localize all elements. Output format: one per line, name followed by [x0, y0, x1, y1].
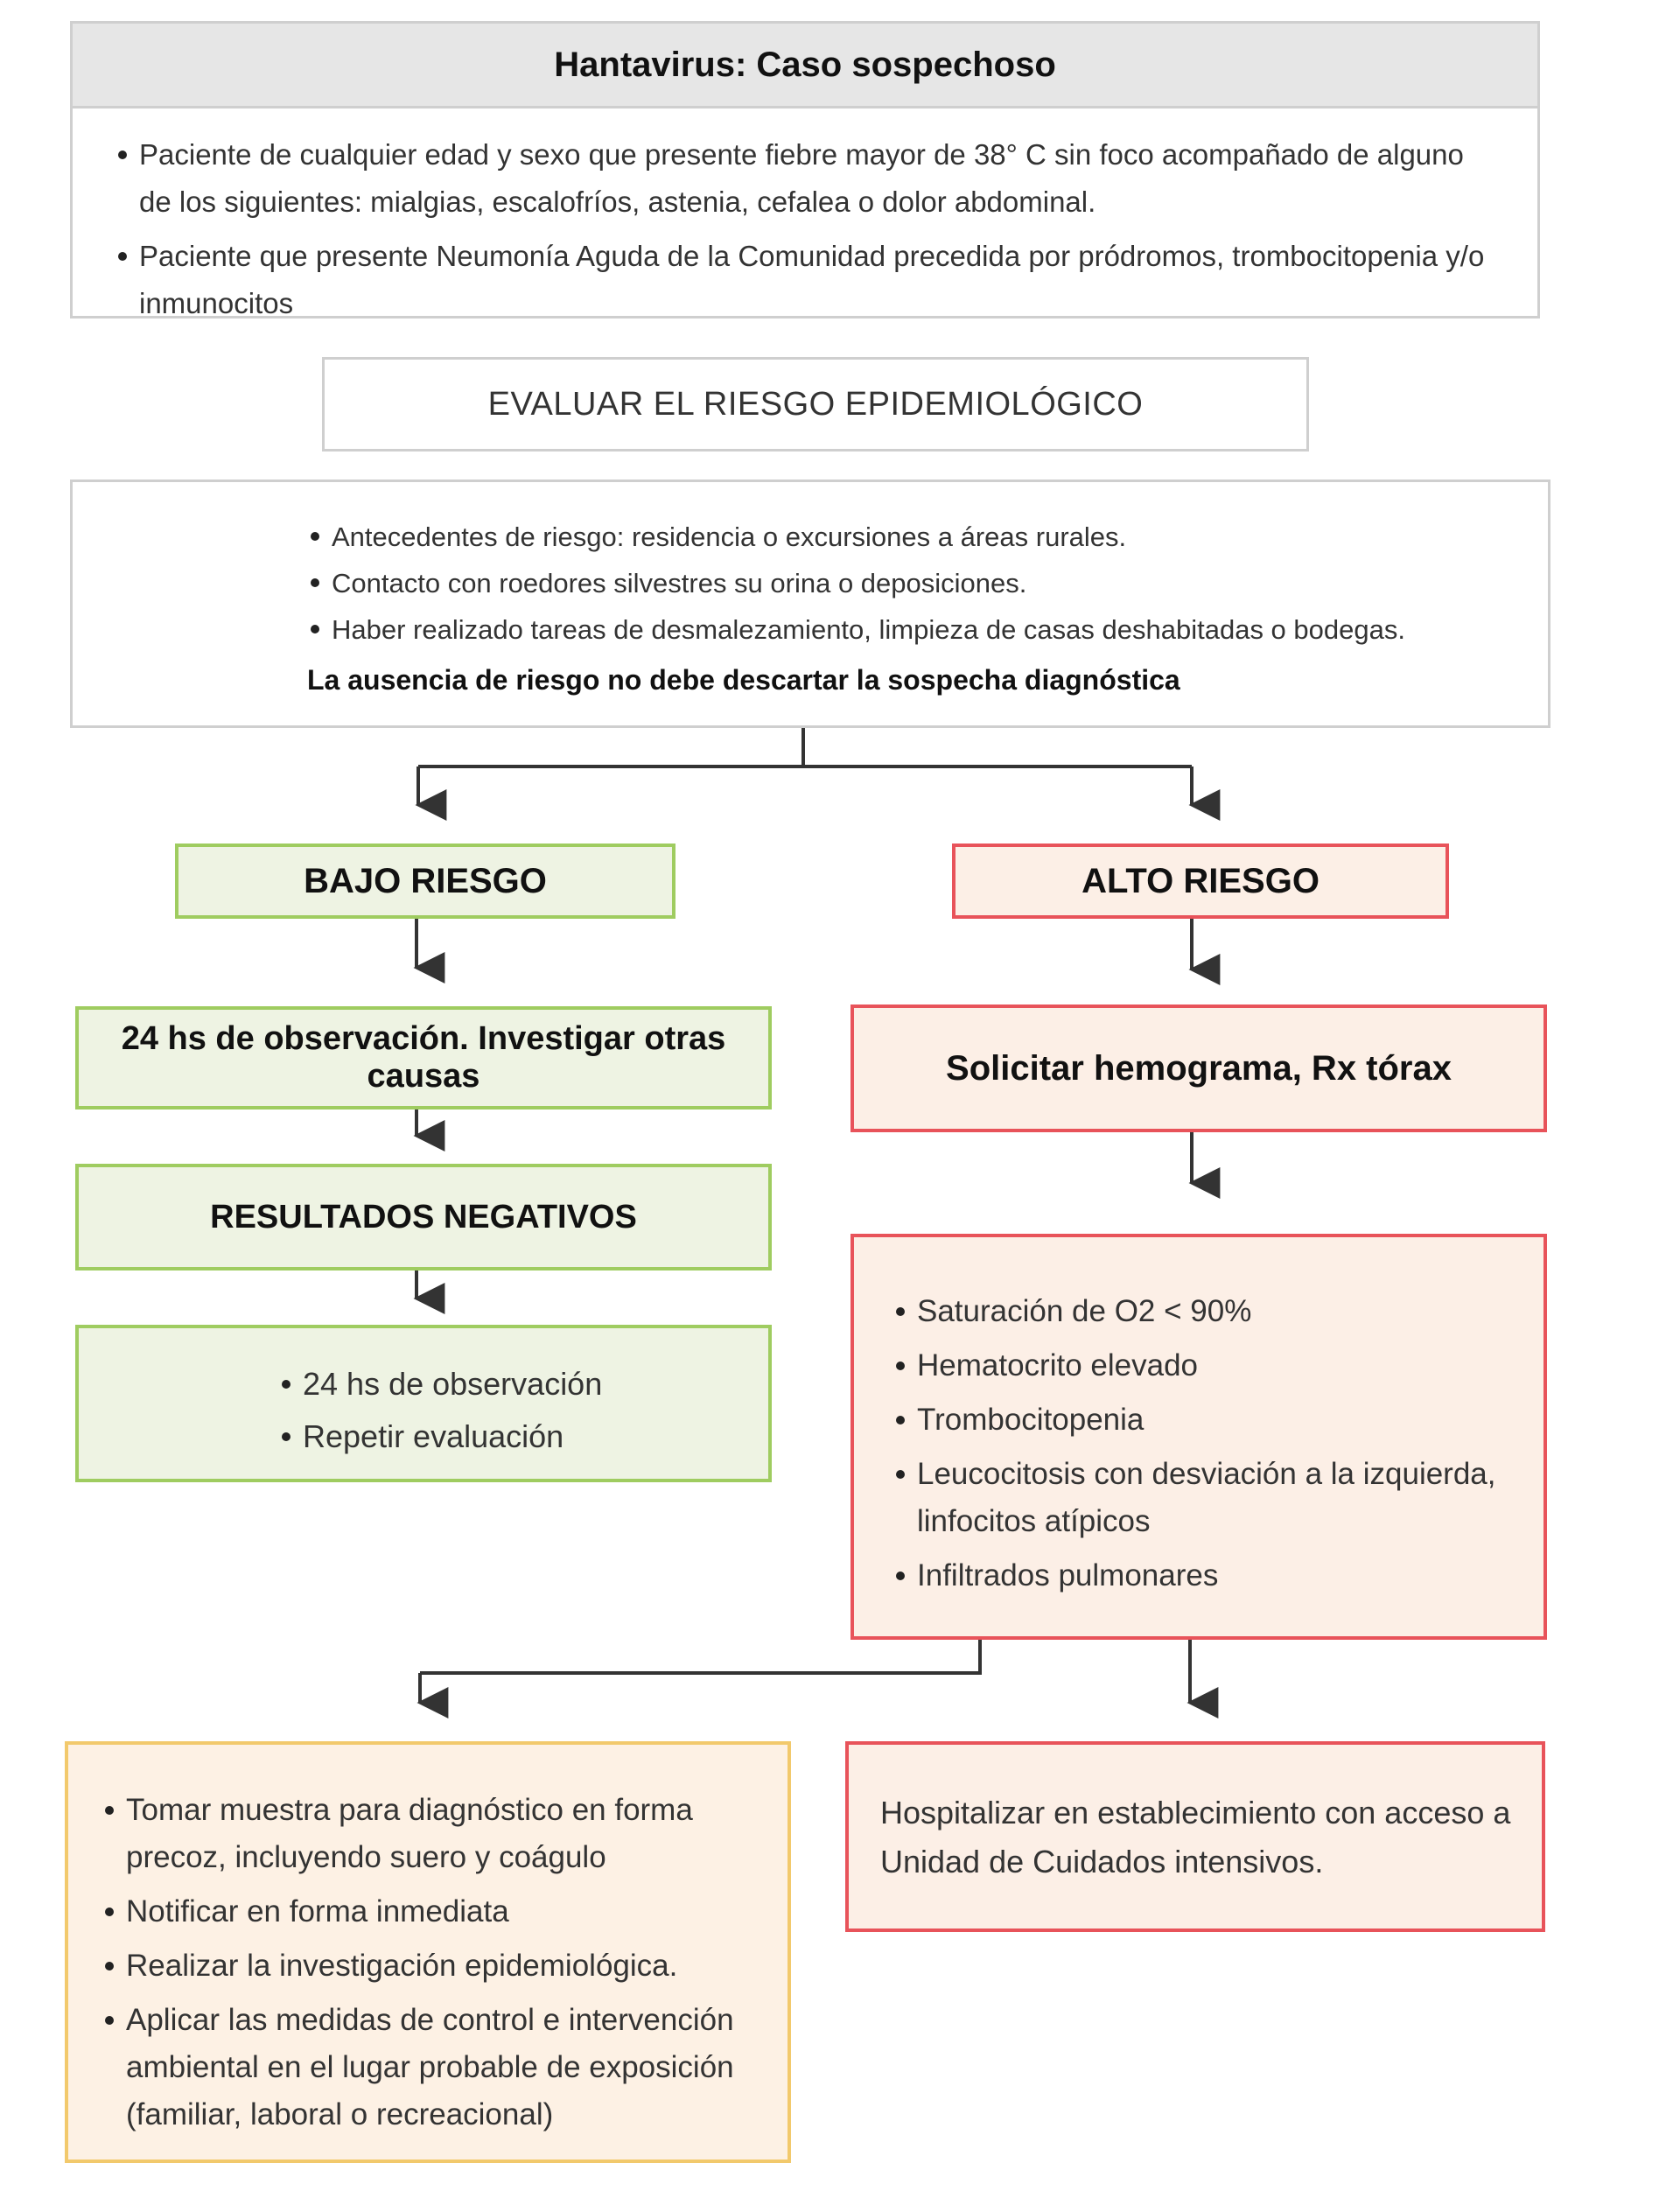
high-risk-box: ALTO RIESGO [952, 844, 1449, 919]
hospitalize-box: Hospitalizar en establecimiento con acceso a Unidad de Cuidados intensivos. [845, 1741, 1545, 1932]
finding-item: Hematocrito elevado [892, 1342, 1517, 1390]
suspect-case-criteria [73, 108, 1537, 327]
risk-factors-list [307, 514, 1548, 653]
followup-box [75, 1325, 772, 1482]
finding-item: Saturación de O2 < 90% [892, 1288, 1517, 1335]
risk-note: La ausencia de riesgo no debe descartar la sospecha diagnóstica [307, 664, 1180, 696]
negative-results-box: RESULTADOS NEGATIVOS [75, 1164, 772, 1270]
action-item: Tomar muestra para diagnóstico en forma precoz, incluyendo suero y coágulo [102, 1787, 761, 1881]
suspect-case-box [70, 21, 1540, 318]
findings-list [892, 1288, 1517, 1600]
low-risk-box: BAJO RIESGO [175, 844, 676, 919]
connector-risk-split [418, 728, 1192, 766]
followup-item: 24 hs de observación [278, 1358, 768, 1410]
risk-factor-item: Contacto con roedores silvestres su orina o deposiciones. [307, 560, 1548, 606]
observation-box: 24 hs de observación. Investigar otras causas [75, 1006, 772, 1110]
action-item: Notificar en forma inmediata [102, 1888, 761, 1936]
evaluate-risk-box: EVALUAR EL RIESGO EPIDEMIOLÓGICO [322, 357, 1309, 452]
risk-factor-item: Haber realizado tareas de desmalezamiento, limpieza de casas deshabitadas o bodegas. [307, 606, 1548, 653]
risk-factor-item: Antecedentes de riesgo: residencia o excursiones a áreas rurales. [307, 514, 1548, 560]
actions-list [102, 1787, 761, 2138]
findings-box [850, 1234, 1547, 1640]
action-item: Aplicar las medidas de control e intervención ambiental en el lugar probable de exposición (familiar, laboral o recreacional) [102, 1997, 761, 2138]
connector-findings-to-actions [420, 1640, 980, 1673]
actions-box [65, 1741, 791, 2163]
request-tests-box: Solicitar hemograma, Rx tórax [850, 1004, 1547, 1132]
followup-list [278, 1358, 768, 1463]
suspect-case-title: Hantavirus: Caso sospechoso [73, 24, 1537, 108]
finding-item: Infiltrados pulmonares [892, 1552, 1517, 1600]
finding-item: Leucocitosis con desviación a la izquierda, linfocitos atípicos [892, 1451, 1517, 1545]
risk-factors-box [70, 480, 1550, 728]
followup-item: Repetir evaluación [278, 1410, 768, 1463]
criteria-item: Paciente que presente Neumonía Aguda de la Comunidad precedida por pródromos, trombocitopenia y/o inmunocitos [115, 233, 1502, 327]
finding-item: Trombocitopenia [892, 1396, 1517, 1444]
action-item: Realizar la investigación epidemiológica. [102, 1942, 761, 1990]
criteria-item: Paciente de cualquier edad y sexo que presente fiebre mayor de 38° C sin foco acompañado de alguno de los siguientes: mialgias, escalofríos, astenia, cefalea o dolor abdominal. [115, 131, 1502, 226]
